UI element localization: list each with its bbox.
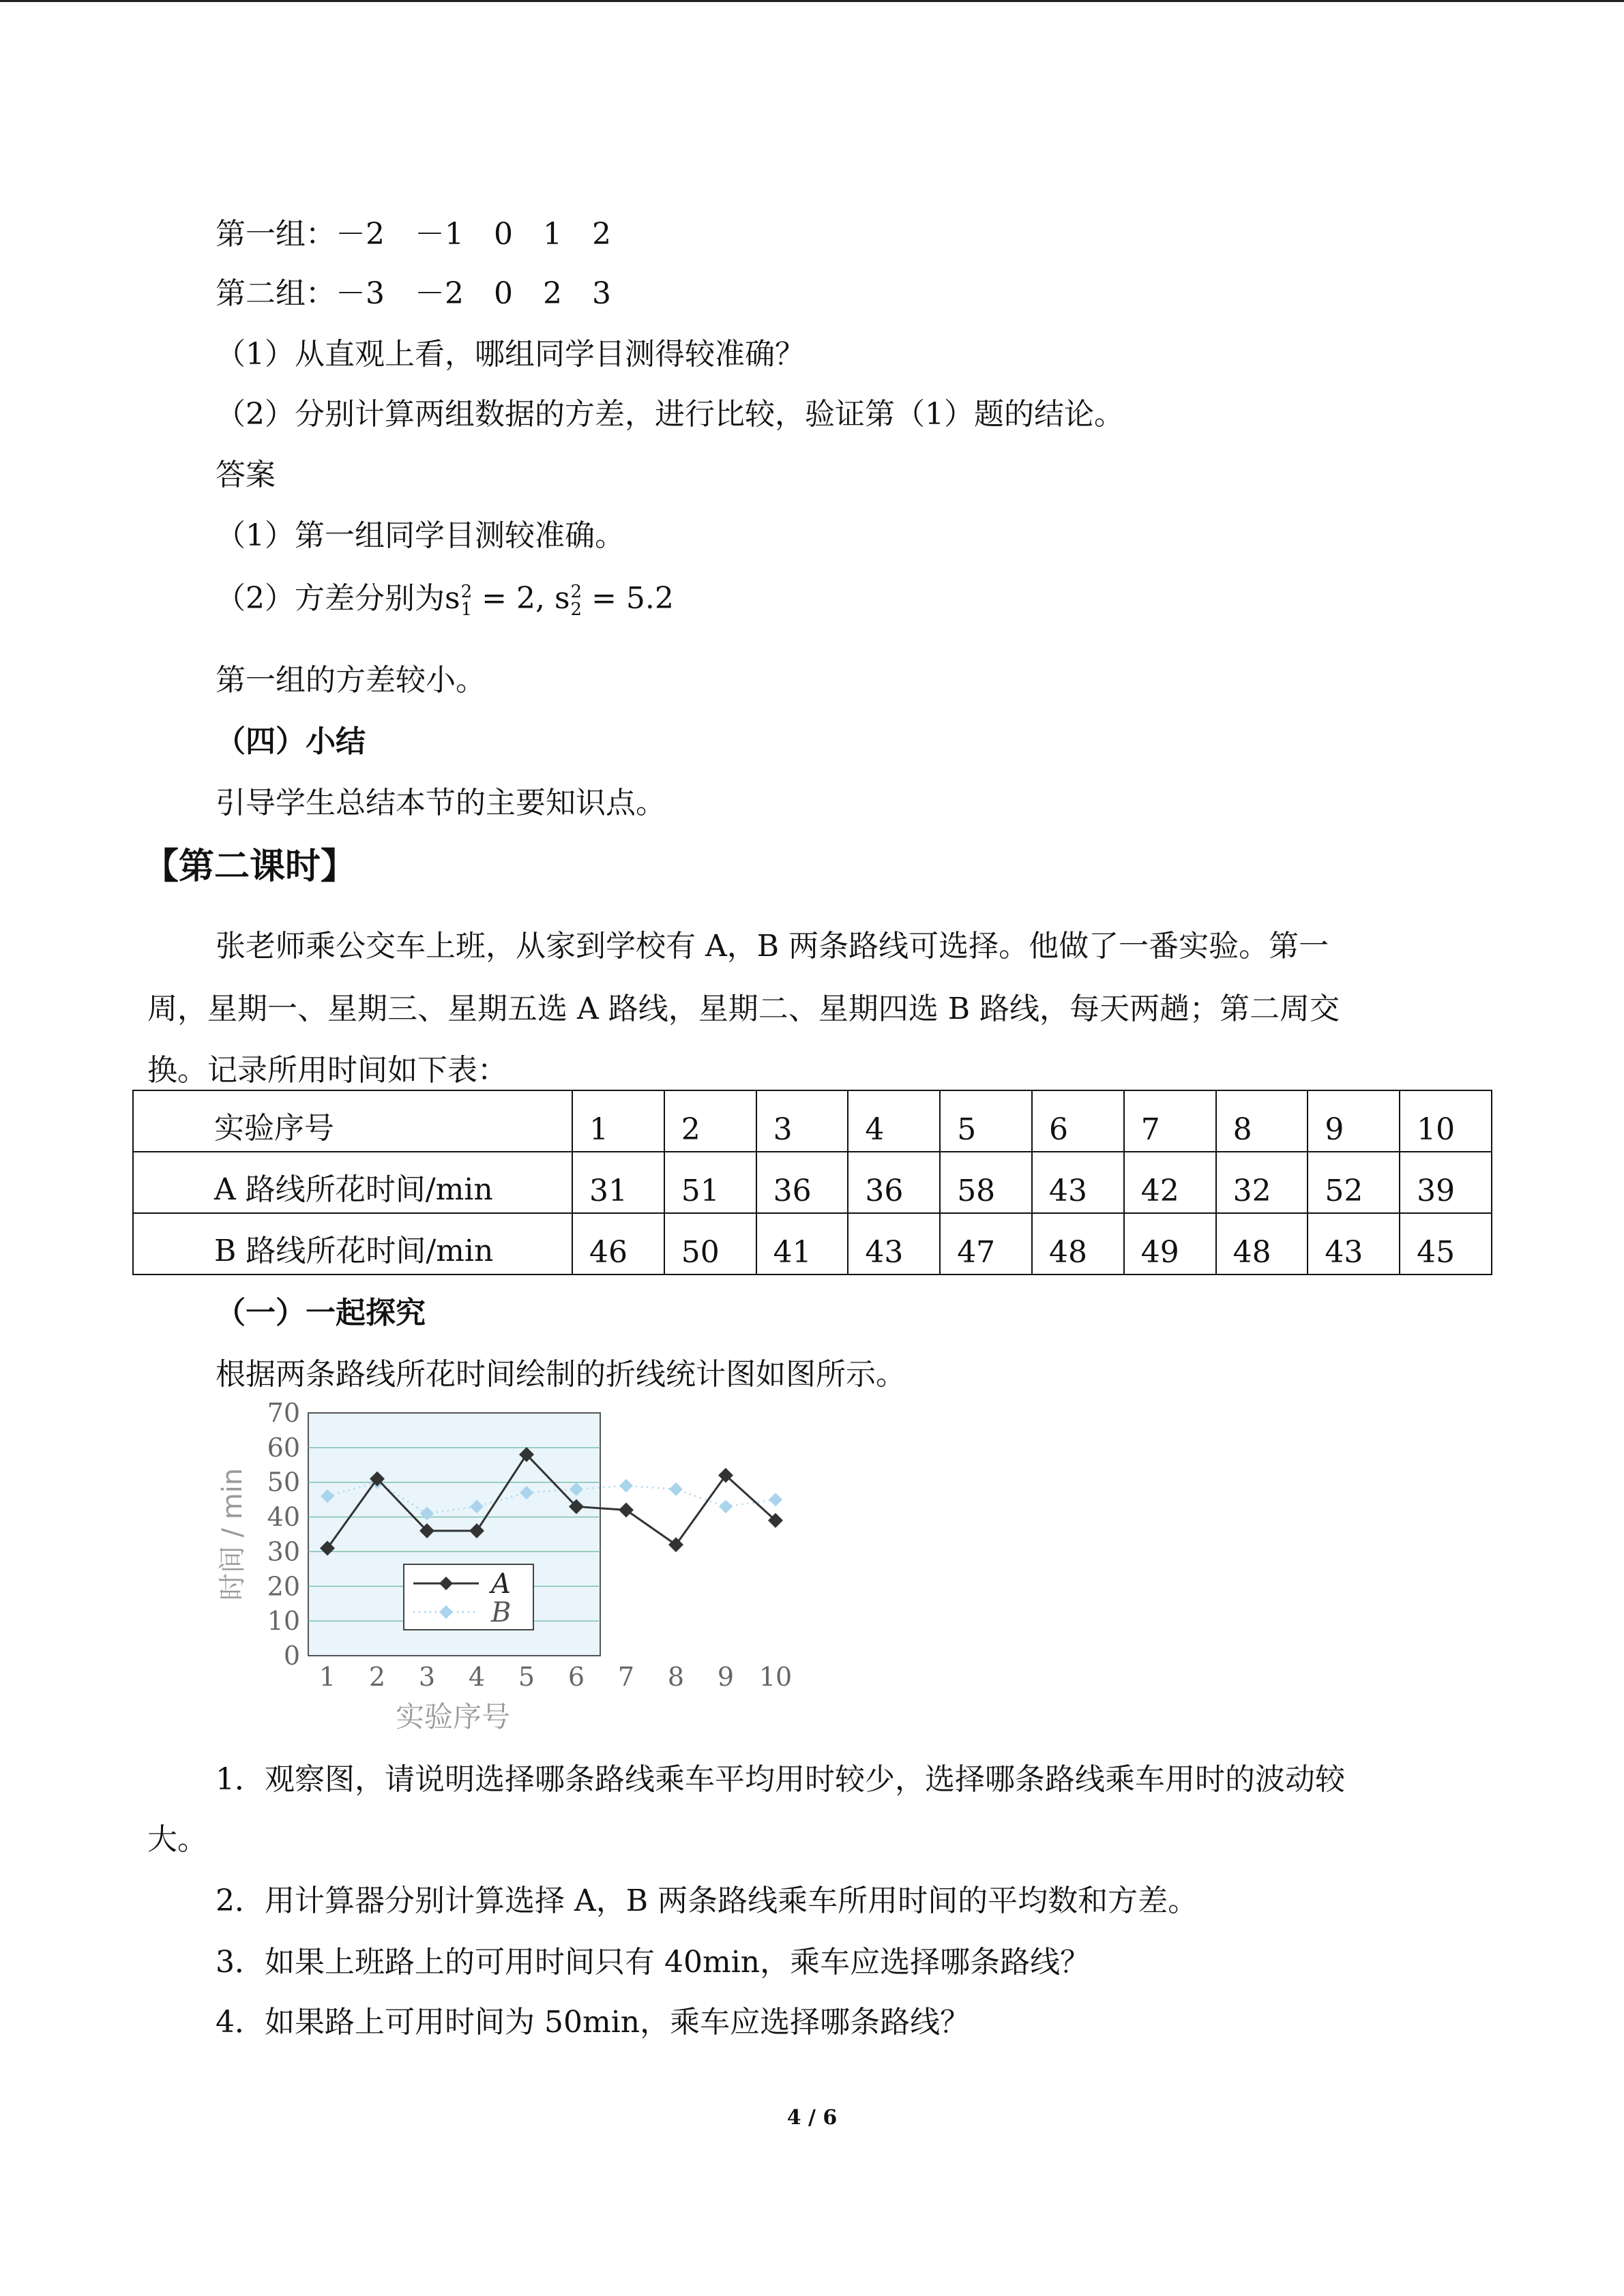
y-tick-label: 0	[283, 1641, 300, 1671]
legend-b-label: B	[491, 1597, 512, 1628]
answer-label: 答案	[216, 458, 276, 492]
x-tick-label: 5	[518, 1662, 535, 1692]
table-row	[133, 1213, 1492, 1274]
x-tick-label: 9	[717, 1662, 735, 1692]
table-cell: 43	[1308, 1213, 1400, 1274]
x-tick-label: 7	[617, 1662, 635, 1692]
table-cell: 43	[848, 1213, 940, 1274]
series-b-point	[769, 1493, 782, 1506]
problem-1-line-2: 大。	[147, 1822, 207, 1857]
x-tick-label: 4	[468, 1662, 486, 1692]
answer-2-end: = 5.2	[582, 581, 674, 616]
variance-1-sub: 1	[460, 599, 473, 620]
series-b-point	[719, 1500, 733, 1513]
y-tick-label: 50	[267, 1467, 300, 1497]
question-2: （2）分别计算两组数据的方差，进行比较，验证第（1）题的结论。	[216, 397, 1124, 432]
table-cell: 7	[1124, 1090, 1216, 1152]
problem-3: 3．如果上班路上的可用时间只有 40min，乘车应选择哪条路线？	[216, 1945, 1091, 1980]
table-cell: 51	[664, 1152, 756, 1213]
answer-2-mid: = 2,	[472, 581, 555, 616]
series-a-point	[668, 1537, 683, 1552]
problem-1-line-1: 1．观察图，请说明选择哪条路线乘车平均用时较少，选择哪条路线乘车用时的波动较	[216, 1762, 1345, 1797]
table-cell: 41	[756, 1213, 848, 1274]
problem-4: 4．如果路上可用时间为 50min，乘车应选择哪条路线？	[216, 2005, 971, 2040]
table-cell: 36	[756, 1152, 848, 1213]
table-cell: 10	[1400, 1090, 1492, 1152]
answer-2	[216, 580, 674, 618]
variance-1-symbol	[445, 581, 473, 620]
group2-line: 第二组：－3 －2 0 2 3	[216, 276, 611, 311]
y-tick-label: 30	[267, 1536, 300, 1567]
table-cell: 9	[1308, 1090, 1400, 1152]
intro-line-3: 换。记录所用时间如下表：	[147, 1053, 507, 1088]
intro-line-1: 张老师乘公交车上班，从家到学校有 A，B 两条路线可选择。他做了一番实验。第一	[216, 929, 1329, 964]
x-tick-label: 8	[667, 1662, 685, 1692]
conclusion: 第一组的方差较小。	[216, 663, 486, 698]
intro-line-2: 周，星期一、星期三、星期五选 A 路线，星期二、星期四选 B 路线，每天两趟；第二周交	[147, 992, 1340, 1026]
summary-heading: （四）小结	[216, 724, 366, 759]
line-chart	[205, 1391, 818, 1746]
y-tick-label: 10	[267, 1606, 300, 1637]
group1-line: 第一组：－2 －1 0 1 2	[216, 217, 611, 252]
table-row	[133, 1090, 1492, 1152]
table-cell: 39	[1400, 1152, 1492, 1213]
series-a-point	[619, 1502, 634, 1517]
table-row-label: 实验序号	[133, 1090, 572, 1152]
table-cell: 42	[1124, 1152, 1216, 1213]
y-axis-label: 时间 / min	[217, 1467, 248, 1601]
table-row-label: B 路线所花时间/min	[133, 1213, 572, 1274]
y-tick-label: 60	[267, 1432, 300, 1463]
table-cell: 2	[664, 1090, 756, 1152]
table-cell: 4	[848, 1090, 940, 1152]
table-row-label: A 路线所花时间/min	[133, 1152, 572, 1213]
table-cell: 47	[940, 1213, 1032, 1274]
series-b-point	[669, 1482, 683, 1496]
table-cell: 48	[1032, 1213, 1124, 1274]
variance-1-base: s	[445, 581, 460, 616]
table-cell: 5	[940, 1090, 1032, 1152]
table-cell: 49	[1124, 1213, 1216, 1274]
legend-box	[404, 1564, 533, 1630]
x-tick-label: 6	[567, 1662, 585, 1692]
table-cell: 46	[572, 1213, 664, 1274]
table-cell: 52	[1308, 1152, 1400, 1213]
answer-1: （1）第一组同学目测较准确。	[216, 518, 625, 553]
table-cell: 36	[848, 1152, 940, 1213]
table-cell: 45	[1400, 1213, 1492, 1274]
table-cell: 58	[940, 1152, 1032, 1213]
table-cell: 50	[664, 1213, 756, 1274]
legend-a-label: A	[491, 1568, 511, 1600]
variance-2-symbol	[554, 581, 582, 620]
y-tick-label: 70	[267, 1398, 300, 1428]
summary-text: 引导学生总结本节的主要知识点。	[216, 786, 666, 820]
variance-2-base: s	[554, 581, 570, 616]
y-tick-label: 40	[267, 1502, 300, 1532]
lesson-2-title: 【第二课时】	[143, 846, 357, 887]
table-cell: 1	[572, 1090, 664, 1152]
x-tick-label: 3	[418, 1662, 436, 1692]
table-cell: 48	[1216, 1213, 1308, 1274]
variance-1-sup: 2	[460, 581, 473, 602]
page-number: 4 / 6	[786, 2106, 838, 2130]
table-cell: 6	[1032, 1090, 1124, 1152]
answer-2-prefix: （2）方差分别为	[216, 581, 445, 616]
table-cell: 3	[756, 1090, 848, 1152]
x-tick-label: 2	[368, 1662, 386, 1692]
variance-2-sub: 2	[570, 599, 582, 620]
problem-2: 2．用计算器分别计算选择 A，B 两条路线乘车所用时间的平均数和方差。	[216, 1883, 1198, 1918]
x-tick-label: 1	[319, 1662, 336, 1692]
x-axis-label: 实验序号	[395, 1700, 511, 1733]
experiment-table	[132, 1090, 1492, 1275]
x-tick-label: 10	[758, 1662, 793, 1692]
table-cell: 43	[1032, 1152, 1124, 1213]
series-b-point	[619, 1479, 633, 1493]
table-cell: 32	[1216, 1152, 1308, 1213]
chart-caption: 根据两条路线所花时间绘制的折线统计图如图所示。	[216, 1357, 906, 1392]
table-cell: 31	[572, 1152, 664, 1213]
variance-2-sup: 2	[570, 581, 582, 602]
table-cell: 8	[1216, 1090, 1308, 1152]
page-top-border	[0, 0, 1624, 2]
question-1: （1）从直观上看，哪组同学目测得较准确？	[216, 337, 805, 372]
table-row	[133, 1152, 1492, 1213]
explore-heading: （一）一起探究	[216, 1296, 426, 1330]
y-tick-label: 20	[267, 1571, 300, 1602]
